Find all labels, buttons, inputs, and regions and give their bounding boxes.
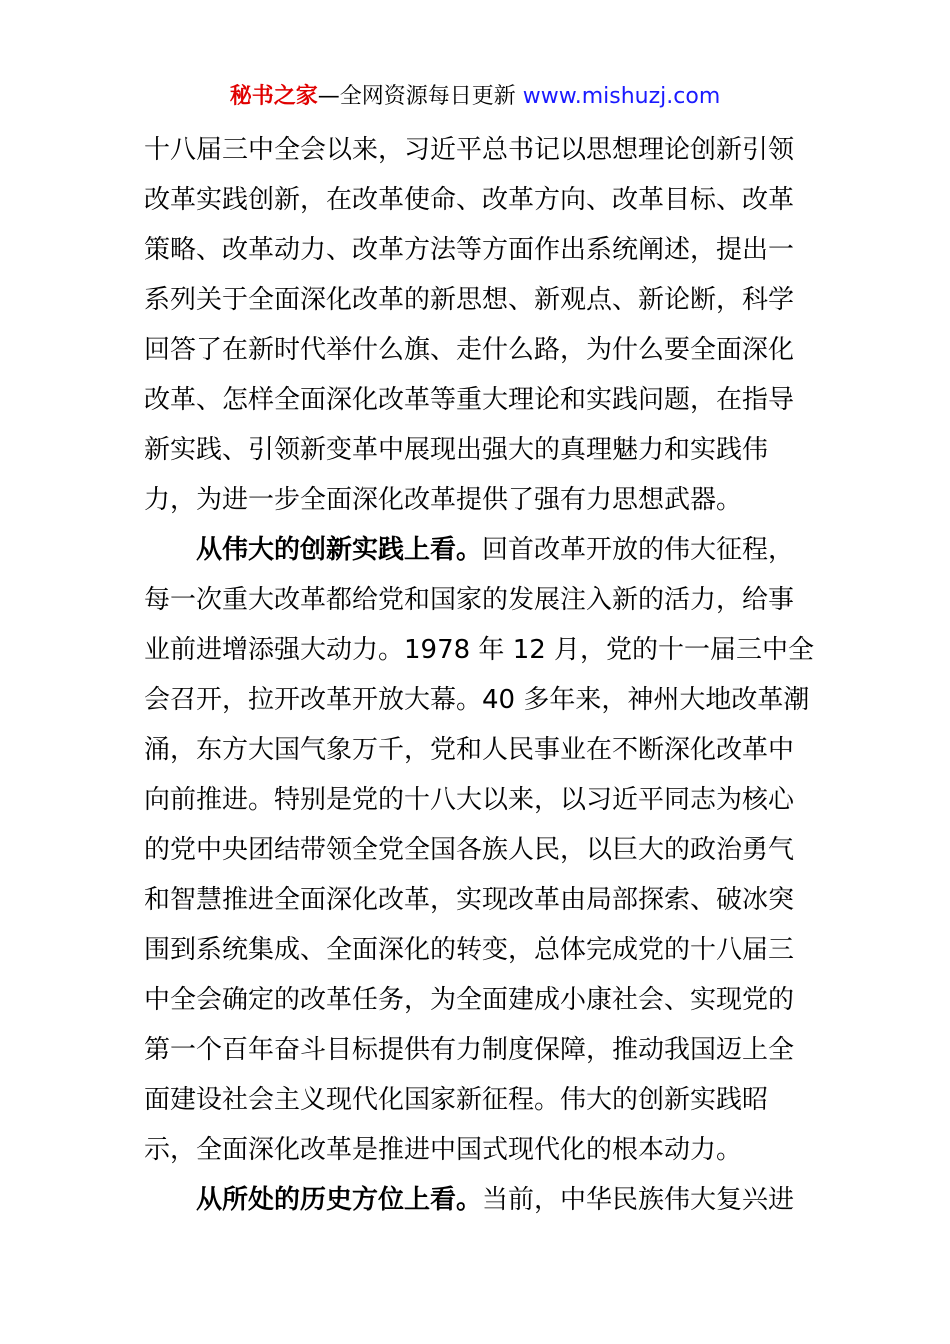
- paragraph-1-line-6: 改革、怎样全面深化改革等重大理论和实践问题，在指导: [144, 385, 795, 415]
- paragraph-2-line-7: 的党中央团结带领全党全国各族人民，以巨大的政治勇气: [144, 835, 795, 865]
- paragraph-1-line-3: 策略、改革动力、改革方法等方面作出系统阐述，提出一: [144, 235, 795, 265]
- paragraph-2-line-9: 围到系统集成、全面深化的转变，总体完成党的十八届三: [144, 935, 795, 965]
- document-body: [144, 125, 815, 1225]
- paragraph-2-line-3: 业前进增添强大动力。1978 年 12 月，党的十一届三中全: [144, 635, 815, 665]
- paragraph-3-first-line: [144, 1175, 808, 1225]
- paragraph-2-line-6: 向前推进。特别是党的十八大以来，以习近平同志为核心: [144, 785, 795, 815]
- header-tagline: —全网资源每日更新: [317, 84, 523, 109]
- paragraph-3-first-line-rest: 当前，中华民族伟大复兴进: [482, 1185, 795, 1215]
- paragraph-2-line-10: 中全会确定的改革任务，为全面建成小康社会、实现党的: [144, 985, 795, 1015]
- paragraph-1-line-1: 十八届三中全会以来，习近平总书记以思想理论创新引领: [144, 135, 795, 165]
- paragraph-1-line-4: 系列关于全面深化改革的新思想、新观点、新论断，科学: [144, 285, 795, 315]
- paragraph-1-line-5: 回答了在新时代举什么旗、走什么路，为什么要全面深化: [144, 335, 795, 365]
- paragraph-2-line-11: 第一个百年奋斗目标提供有力制度保障，推动我国迈上全: [144, 1035, 795, 1065]
- paragraph-1-line-7: 新实践、引领新变革中展现出强大的真理魅力和实践伟: [144, 435, 769, 465]
- site-url-link[interactable]: www.mishuzj.com: [522, 84, 721, 109]
- paragraph-2-first-line-rest: 回首改革开放的伟大征程，: [482, 535, 795, 565]
- site-header: [0, 80, 950, 114]
- paragraph-2-line-5: 涌，东方大国气象万千，党和人民事业在不断深化改革中: [144, 735, 795, 765]
- paragraph-2-line-12: 面建设社会主义现代化国家新征程。伟大的创新实践昭: [144, 1085, 769, 1115]
- paragraph-2-line-4: 会召开，拉开改革开放大幕。40 多年来，神州大地改革潮: [144, 685, 810, 715]
- paragraph-2-line-2: 每一次重大改革都给党和国家的发展注入新的活力，给事: [144, 585, 795, 615]
- paragraph-2-first-line: [144, 525, 808, 575]
- paragraph-1-line-2: 改革实践创新，在改革使命、改革方向、改革目标、改革: [144, 185, 795, 215]
- paragraph-1-line-8: 力，为进一步全面深化改革提供了强有力思想武器。: [144, 485, 743, 515]
- paragraph-3-heading: 从所处的历史方位上看。: [196, 1185, 483, 1215]
- paragraph-2-heading: 从伟大的创新实践上看。: [196, 535, 483, 565]
- brand-name: 秘书之家: [229, 84, 318, 109]
- paragraph-2-line-8: 和智慧推进全面深化改革，实现改革由局部探索、破冰突: [144, 885, 795, 915]
- paragraph-2-line-13: 示，全面深化改革是推进中国式现代化的根本动力。: [144, 1135, 743, 1165]
